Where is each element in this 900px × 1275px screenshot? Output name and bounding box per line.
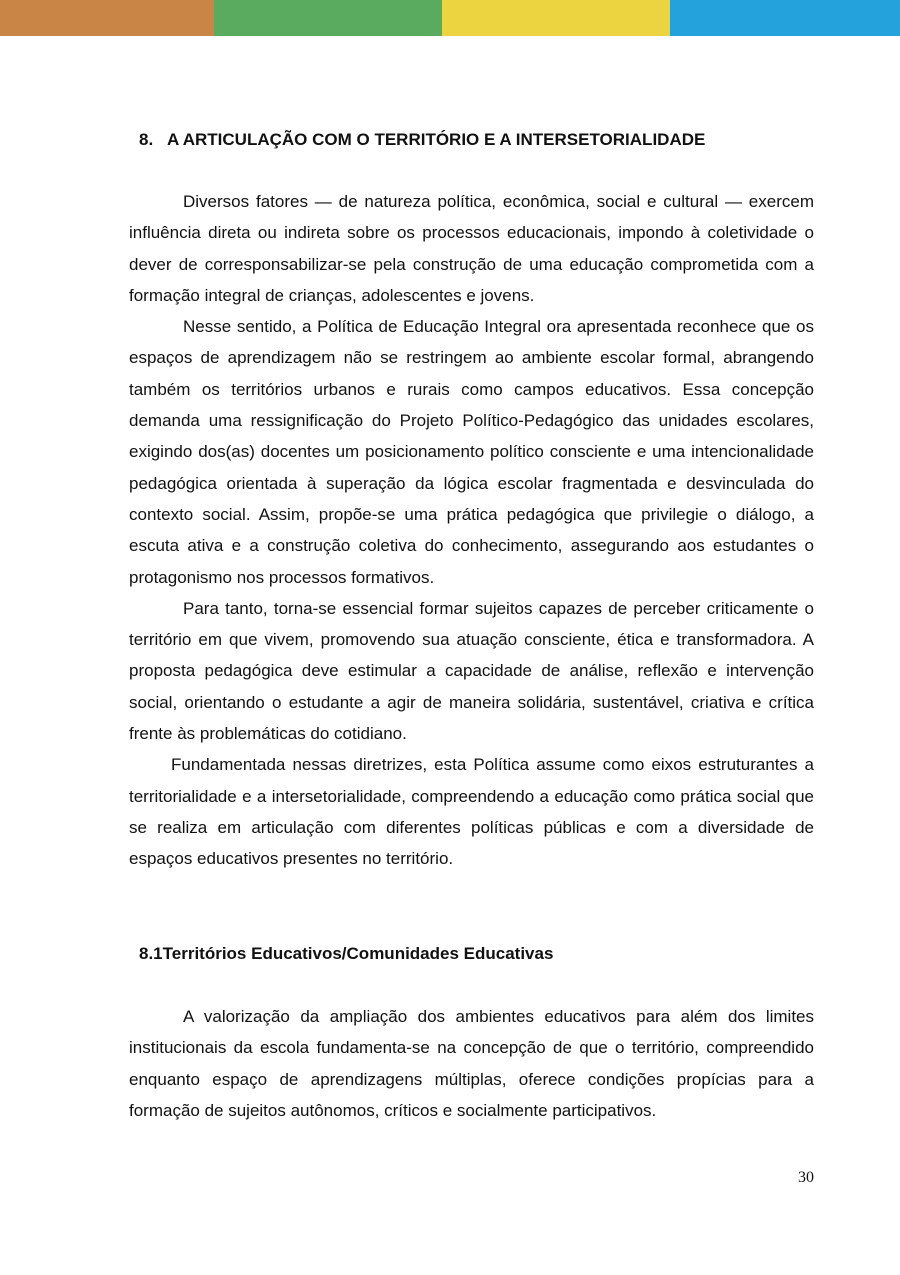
paragraph-1: Diversos fatores — de natureza política, econômica, social e cultural — exercem influência direta ou indireta sobre os processos educacionais, impondo à coletividade o dever de corresponsabilizar-se pela construção de uma educação comprometida com a formação integral de crianças, adolescentes e jovens. [129,192,814,305]
band-segment-green [214,0,442,36]
section-body [129,186,814,875]
paragraph-2: Nesse sentido, a Política de Educação Integral ora apresentada reconhece que os espaços de aprendizagem não se restringem ao ambiente escolar formal, abrangendo também os territórios urbanos e rurais como campos educativos. Essa concepção demanda uma ressignificação do Projeto Político-Pedagógico das unidades escolares, exigindo dos(as) docentes um posicionamento político consciente e uma intencionalidade pedagógica orientada à superação da lógica escolar fragmentada e desvinculada do contexto social. Assim, propõe-se uma prática pedagógica que privilegie o diálogo, a escuta ativa e a construção coletiva do conhecimento, assegurando aos estudantes o protagonismo nos processos formativos. [129,317,814,587]
section-heading [139,129,819,151]
header-color-band [0,0,900,36]
section-title: A ARTICULAÇÃO COM O TERRITÓRIO E A INTERSETORIALIDADE [167,130,706,149]
subsection-paragraph-1: A valorização da ampliação dos ambientes educativos para além dos limites institucionais da escola fundamenta-se na concepção de que o território, compreendido enquanto espaço de aprendizagens múltiplas, oferece condições propícias para a formação de sujeitos autônomos, críticos e socialmente participativos. [129,1007,814,1120]
subsection-heading: 8.1Territórios Educativos/Comunidades Educativas [139,944,554,963]
paragraph-4: Fundamentada nessas diretrizes, esta Política assume como eixos estruturantes a territorialidade e a intersetorialidade, compreendendo a educação como prática social que se realiza em articulação com diferentes políticas públicas e com a diversidade de espaços educativos presentes no território. [129,755,814,869]
page-number: 30 [798,1169,814,1186]
band-segment-yellow [442,0,670,36]
paragraph-3: Para tanto, torna-se essencial formar sujeitos capazes de perceber criticamente o território em que vivem, promovendo sua atuação consciente, ética e transformadora. A proposta pedagógica deve estimular a capacidade de análise, reflexão e intervenção social, orientando o estudante a agir de maneira solidária, sustentável, criativa e crítica frente às problemáticas do cotidiano. [129,598,814,744]
band-segment-blue [670,0,900,36]
section-number: 8. [139,130,154,149]
band-segment-orange [0,0,214,36]
subsection-body [129,1001,814,1126]
